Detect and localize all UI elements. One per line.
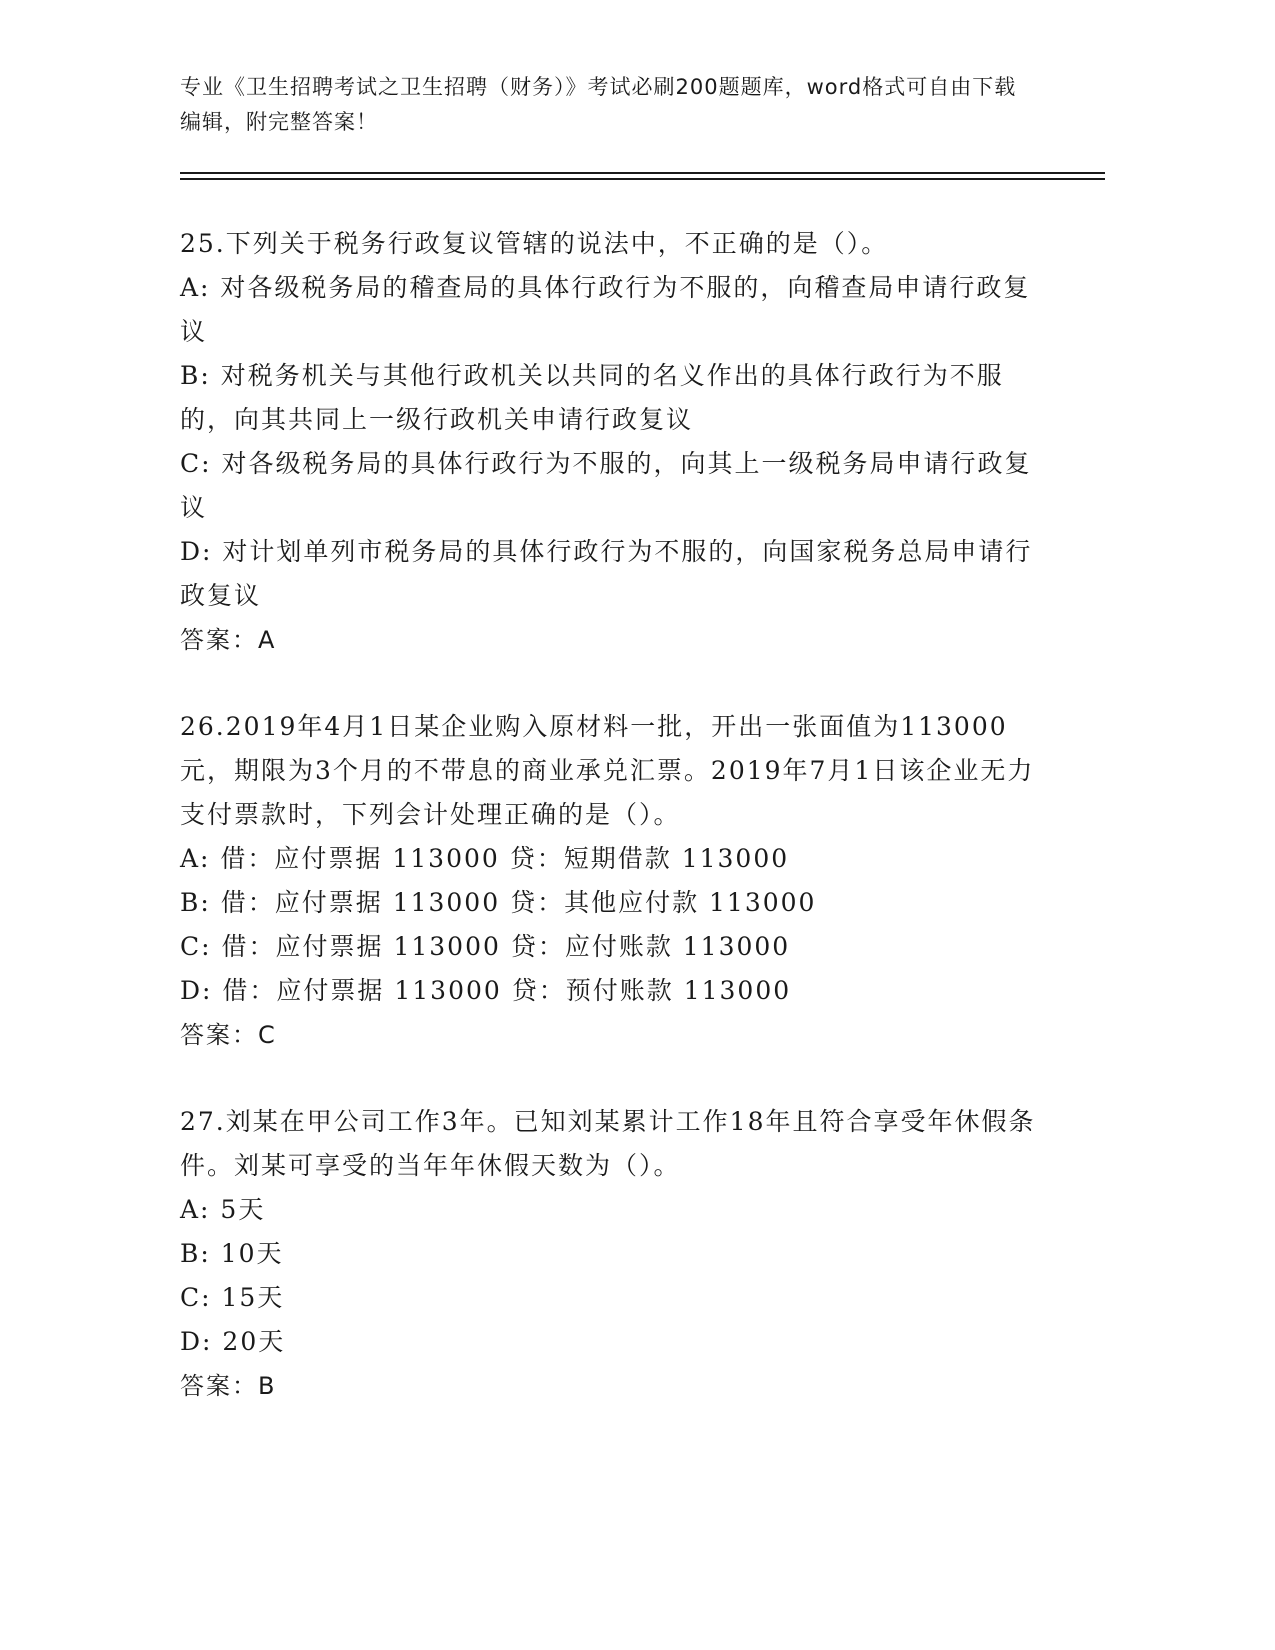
option-a: A: 借：应付票据 113000 贷：短期借款 113000 — [180, 844, 790, 873]
header-divider-bottom — [180, 178, 1105, 180]
question-26 — [180, 705, 1050, 1057]
question-spacer — [180, 662, 1050, 705]
option-c: C: 借：应付票据 113000 贷：应付账款 113000 — [180, 932, 791, 961]
question-stem: 27.刘某在甲公司工作3年。已知刘某累计工作18年且符合享受年休假条件。刘某可享受的当年年休假天数为（）。 — [180, 1107, 1036, 1180]
option-b: B: 借：应付票据 113000 贷：其他应付款 113000 — [180, 888, 817, 917]
option-d: D: 对计划单列市税务局的具体行政行为不服的，向国家税务总局申请行政复议 — [180, 537, 1033, 610]
question-27 — [180, 1100, 1050, 1408]
question-stem: 26.2019年4月1日某企业购入原材料一批，开出一张面值为113000元，期限为3个月的不带息的商业承兑汇票。2019年7月1日该企业无力支付票款时，下列会计处理正确的是（）。 — [180, 712, 1035, 829]
question-list — [180, 222, 1050, 1408]
question-spacer — [180, 1057, 1050, 1100]
answer-line: 答案：B — [180, 1372, 277, 1400]
option-c: C: 对各级税务局的具体行政行为不服的，向其上一级税务局申请行政复议 — [180, 449, 1032, 522]
option-a: A: 5天 — [180, 1195, 266, 1224]
answer-line: 答案：A — [180, 626, 277, 654]
option-d: D: 借：应付票据 113000 贷：预付账款 113000 — [180, 976, 792, 1005]
option-b: B: 对税务机关与其他行政机关以共同的名义作出的具体行政行为不服的，向其共同上一级行政机关申请行政复议 — [180, 361, 1004, 434]
option-b: B: 10天 — [180, 1239, 284, 1268]
option-a: A: 对各级税务局的稽查局的具体行政行为不服的，向稽查局申请行政复议 — [180, 273, 1031, 346]
question-stem: 25.下列关于税务行政复议管辖的说法中，不正确的是（）。 — [180, 229, 889, 258]
option-d: D: 20天 — [180, 1327, 286, 1356]
option-c: C: 15天 — [180, 1283, 285, 1312]
document-header: 专业《卫生招聘考试之卫生招聘（财务）》考试必刷200题题库，word格式可自由下载编辑，附完整答案！ — [180, 75, 1017, 134]
answer-line: 答案：C — [180, 1021, 277, 1049]
header-divider-top — [180, 172, 1105, 174]
question-25 — [180, 222, 1050, 662]
